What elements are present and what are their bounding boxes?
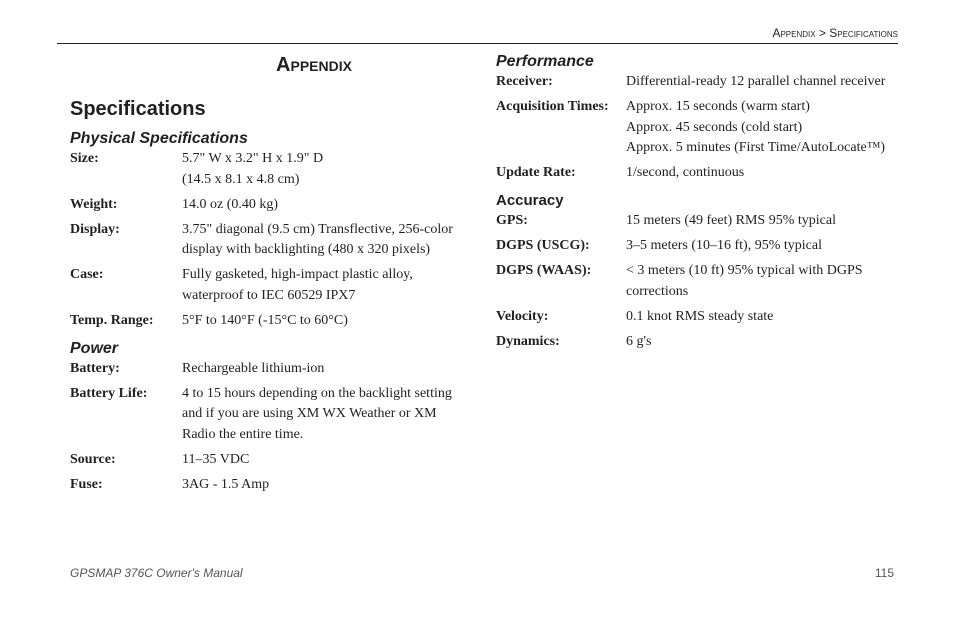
spec-row — [496, 307, 898, 328]
spec-label: Velocity: — [496, 308, 549, 324]
spec-row — [496, 163, 898, 184]
spec-row — [70, 195, 470, 216]
spec-value-line: Approx. 45 seconds (cold start) — [626, 119, 803, 135]
spec-label: Display: — [70, 221, 120, 237]
spec-value — [182, 149, 470, 190]
spec-row — [70, 149, 470, 190]
spec-value-line: 3.75" diagonal (9.5 cm) Transflective, 256-color — [182, 221, 453, 237]
spec-value — [182, 384, 470, 446]
spec-label: Case: — [70, 267, 104, 282]
spec-row — [70, 311, 470, 332]
spec-row — [70, 220, 470, 261]
accuracy-heading: Accuracy — [496, 192, 564, 209]
spec-value-line: < 3 meters (10 ft) 95% typical with DGPS — [626, 263, 863, 278]
spec-value-line: display with backlighting (480 x 320 pixels) — [182, 242, 431, 257]
spec-label: Source: — [70, 451, 116, 467]
spec-value — [626, 163, 898, 184]
spec-value-line: corrections — [626, 283, 689, 299]
spec-label: Dynamics: — [496, 333, 560, 349]
spec-value — [626, 236, 898, 257]
spec-value-line: 3–5 meters (10–16 ft), 95% typical — [626, 238, 822, 253]
spec-value-line: Fully gasketed, high-impact plastic alloy, — [182, 267, 413, 282]
spec-value-line: 6 g's — [626, 333, 652, 349]
spec-row — [496, 211, 898, 232]
spec-label: GPS: — [496, 213, 528, 228]
spec-value-line: and if you are using XM WX Weather or XM — [182, 406, 437, 421]
spec-label: Battery: — [70, 360, 120, 376]
spec-value-line: 5.7" W x 3.2" H x 1.9" D — [182, 151, 324, 166]
left-column — [70, 129, 470, 500]
spec-row — [496, 261, 898, 302]
performance-spec-list — [496, 72, 898, 184]
spec-value — [182, 311, 470, 332]
spec-value — [182, 475, 470, 496]
power-heading: Power — [70, 339, 119, 357]
breadcrumb: Appendix > Specifications — [772, 26, 898, 40]
spec-value — [182, 359, 470, 380]
spec-label: Fuse: — [70, 476, 103, 492]
performance-heading: Performance — [496, 53, 594, 70]
spec-value — [182, 265, 470, 306]
spec-value — [626, 307, 898, 328]
physical-spec-list — [70, 149, 470, 331]
spec-label: Receiver: — [496, 74, 553, 89]
spec-value-line: 14.0 oz (0.40 kg) — [182, 196, 279, 212]
spec-value-line: 11–35 VDC — [182, 451, 250, 467]
spec-value — [182, 195, 470, 216]
spec-value-line: Rechargeable lithium-ion — [182, 360, 325, 376]
spec-value — [626, 72, 898, 93]
spec-value-line: 15 meters (49 feet) RMS 95% typical — [626, 213, 836, 228]
header-rule — [57, 43, 898, 44]
spec-row — [70, 359, 470, 380]
footer-manual-title: GPSMAP 376C Owner's Manual — [70, 566, 243, 580]
spec-label: DGPS (WAAS): — [496, 263, 592, 278]
spec-value-line: 1/second, continuous — [626, 165, 745, 180]
spec-value — [626, 211, 898, 232]
spec-row — [70, 384, 470, 446]
spec-value-line: Approx. 15 seconds (warm start) — [626, 99, 810, 114]
spec-row — [70, 475, 470, 496]
spec-value-line: Differential-ready 12 parallel channel receiver — [626, 74, 886, 89]
spec-value-line: 3AG - 1.5 Amp — [182, 476, 270, 492]
spec-label: Weight: — [70, 196, 118, 212]
spec-label: DGPS (USCG): — [496, 238, 590, 253]
page-number: 115 — [874, 566, 894, 580]
spec-value-line: waterproof to IEC 60529 IPX7 — [182, 287, 356, 303]
spec-value — [626, 332, 898, 353]
accuracy-spec-list — [496, 211, 898, 352]
spec-row — [70, 450, 470, 471]
physical-specifications-heading: Physical Specifications — [70, 130, 248, 147]
spec-value-line: 4 to 15 hours depending on the backlight setting — [182, 385, 452, 401]
spec-value-line: Radio the entire time. — [182, 426, 304, 442]
spec-value — [626, 261, 898, 302]
power-spec-list — [70, 359, 470, 496]
spec-label: Size: — [70, 151, 99, 166]
spec-value-line: 5°F to 140°F (-15°C to 60°C) — [182, 312, 348, 328]
spec-row — [496, 72, 898, 93]
spec-value — [182, 220, 470, 261]
spec-value — [182, 450, 470, 471]
spec-row — [496, 332, 898, 353]
spec-value-line: 0.1 knot RMS steady state — [626, 308, 774, 324]
spec-value-line: (14.5 x 8.1 x 4.8 cm) — [182, 171, 300, 187]
spec-label: Update Rate: — [496, 165, 576, 180]
spec-label: Acquisition Times: — [496, 99, 609, 114]
spec-label: Temp. Range: — [70, 312, 154, 328]
spec-label: Battery Life: — [70, 385, 148, 401]
specifications-title: Specifications — [70, 98, 206, 120]
spec-row — [496, 236, 898, 257]
spec-value-line: Approx. 5 minutes (First Time/AutoLocate™) — [626, 140, 886, 155]
appendix-title: Appendix — [276, 54, 352, 76]
spec-row — [70, 265, 470, 306]
spec-row — [496, 97, 898, 159]
spec-value — [626, 97, 898, 159]
right-column — [496, 52, 898, 357]
